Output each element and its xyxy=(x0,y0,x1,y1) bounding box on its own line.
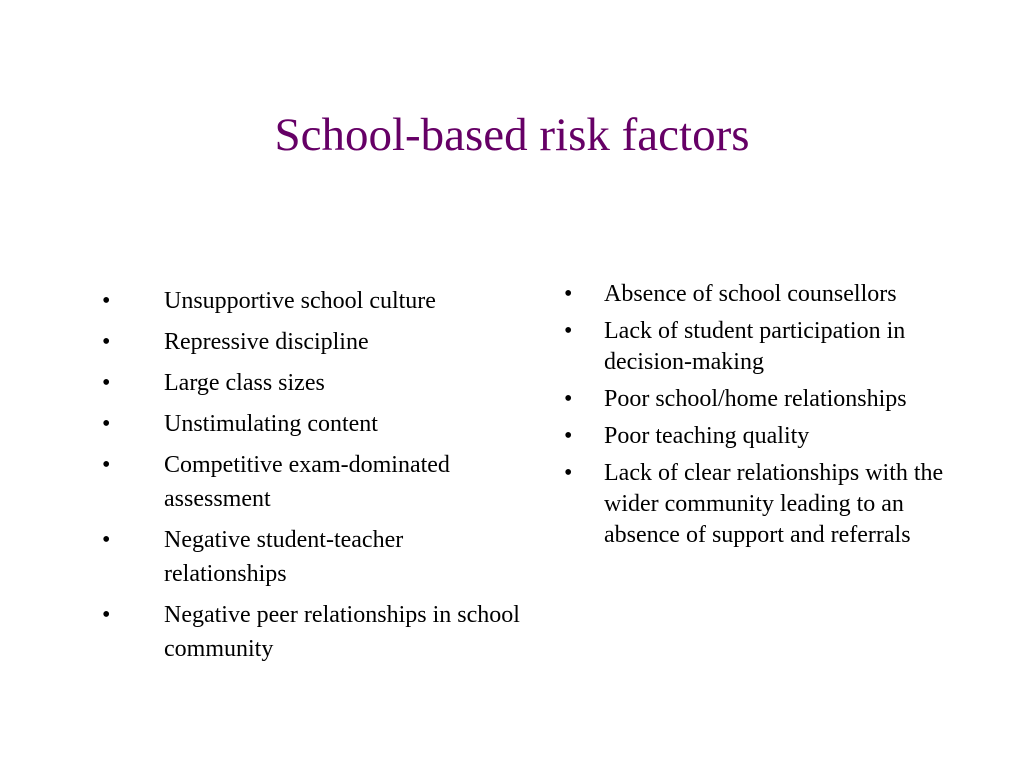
list-item xyxy=(562,316,972,378)
bullet-icon: • xyxy=(102,452,111,478)
bullet-icon: • xyxy=(102,288,111,314)
list-item-text: Unstimulating content xyxy=(164,411,378,437)
list-item xyxy=(562,458,972,551)
list-item xyxy=(100,325,520,359)
list-item xyxy=(100,407,520,441)
bullet-icon: • xyxy=(102,329,111,355)
list-item xyxy=(562,279,972,310)
bullet-icon: • xyxy=(564,386,573,412)
left-bullet-list xyxy=(100,284,520,673)
list-item xyxy=(562,421,972,452)
list-item xyxy=(100,598,520,666)
list-item-text: Repressive discipline xyxy=(164,329,369,355)
list-item-text: Large class sizes xyxy=(164,370,325,396)
list-item-text: Poor teaching quality xyxy=(604,423,810,449)
right-bullet-list xyxy=(562,279,972,557)
list-item-text: Lack of student participation in decision-making xyxy=(604,318,906,375)
list-item-text: Lack of clear relationships with the wider community leading to an absence of support and referrals xyxy=(604,460,944,548)
bullet-icon: • xyxy=(564,318,573,344)
bullet-icon: • xyxy=(102,411,111,437)
list-item-text: Competitive exam-dominated assessment xyxy=(164,452,450,512)
list-item xyxy=(100,448,520,516)
list-item xyxy=(100,523,520,591)
list-item xyxy=(100,366,520,400)
bullet-icon: • xyxy=(564,423,573,449)
bullet-icon: • xyxy=(564,281,573,307)
bullet-icon: • xyxy=(102,527,111,553)
list-item-text: Negative peer relationships in school community xyxy=(164,602,520,662)
list-item-text: Poor school/home relationships xyxy=(604,386,907,412)
bullet-icon: • xyxy=(102,370,111,396)
bullet-icon: • xyxy=(564,460,573,486)
list-item-text: Absence of school counsellors xyxy=(604,281,897,307)
bullet-icon: • xyxy=(102,602,111,628)
list-item-text: Unsupportive school culture xyxy=(164,288,436,314)
list-item xyxy=(100,284,520,318)
list-item xyxy=(562,384,972,415)
list-item-text: Negative student-teacher relationships xyxy=(164,527,404,587)
slide-title: School-based risk factors xyxy=(274,109,750,161)
